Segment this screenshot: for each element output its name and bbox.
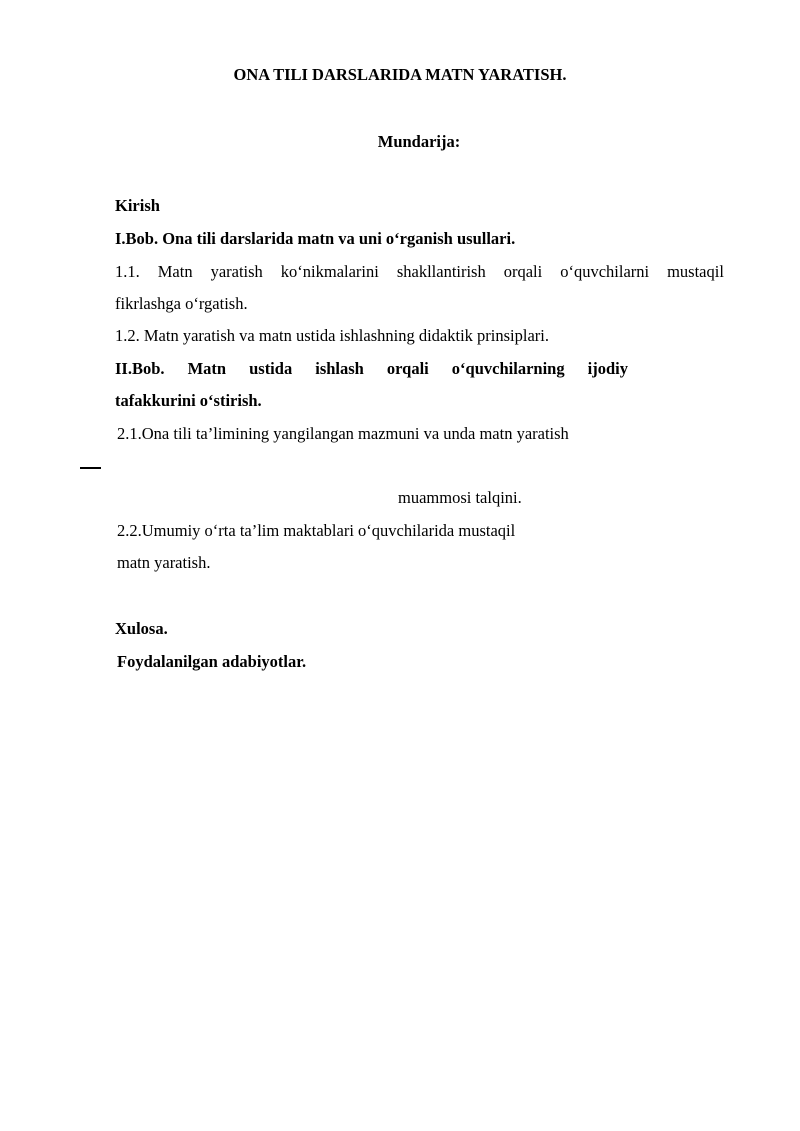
word: Matn [157, 262, 193, 281]
word: ijodiy [587, 359, 628, 378]
toc-section-2-1-continued: muammosi talqini. [398, 488, 522, 507]
toc-section-1-1-continued: fikrlashga o‘rgatish. [115, 294, 248, 313]
word: ishlash [315, 359, 364, 378]
toc-section-2-1: 2.1.Ona tili ta’limining yangilangan mazmuni va unda matn yaratish [117, 424, 569, 443]
word: o‘quvchilarni [560, 262, 650, 281]
toc-section-2-2-continued: matn yaratish. [117, 553, 211, 572]
dash-mark [80, 467, 101, 469]
toc-chapter-1: I.Bob. Ona tili darslarida matn va uni o‘rganish usullari. [115, 229, 516, 248]
word: 1.1. [115, 262, 140, 281]
toc-section-2-2: 2.2.Umumiy o‘rta ta’lim maktablari o‘quvchilarida mustaqil [117, 521, 516, 540]
word: yaratish [210, 262, 263, 281]
word: ko‘nikmalarini [280, 262, 379, 281]
word: orqali [386, 359, 429, 378]
word: orqali [503, 262, 543, 281]
word: mustaqil [667, 262, 724, 281]
toc-item-intro: Kirish [115, 196, 160, 215]
toc-conclusion: Xulosa. [115, 619, 168, 638]
toc-heading: Mundarija: [377, 132, 461, 151]
word: ustida [249, 359, 293, 378]
word: shakllantirish [396, 262, 486, 281]
document-title: ONA TILI DARSLARIDA MATN YARATISH. [233, 65, 567, 84]
toc-section-1-1 [115, 262, 724, 282]
word: II.Bob. [115, 359, 165, 378]
word: o‘quvchilarning [451, 359, 565, 378]
toc-references: Foydalanilgan adabiyotlar. [117, 652, 307, 671]
toc-chapter-2 [115, 359, 628, 379]
toc-section-1-2: 1.2. Matn yaratish va matn ustida ishlashning didaktik prinsiplari. [115, 326, 549, 345]
word: Matn [187, 359, 227, 378]
toc-chapter-2-continued: tafakkurini o‘stirish. [115, 391, 262, 410]
